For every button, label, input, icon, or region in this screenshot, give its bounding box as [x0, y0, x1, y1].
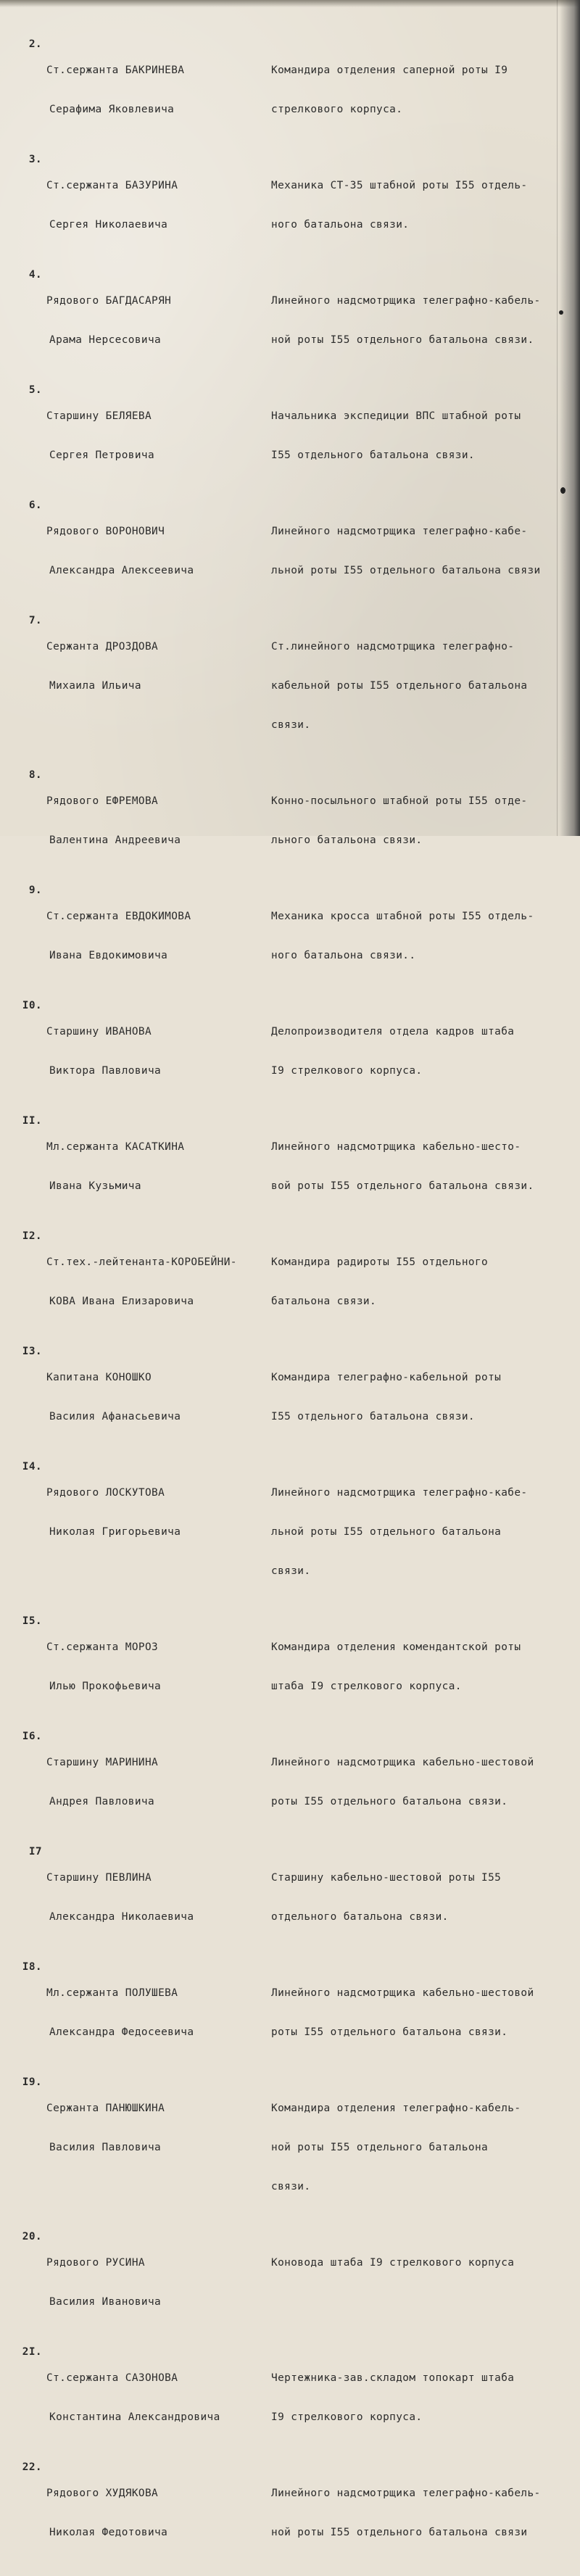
entry-position: [268, 614, 558, 758]
entry-rank-surname: Рядового БАГДАСАРЯН: [46, 295, 172, 307]
entry-position: [268, 1345, 558, 1449]
entry-position-line: роты I55 отдельного батальона связи.: [271, 1796, 508, 1807]
entry-given-names: Александра Алексеевича: [49, 565, 194, 576]
entry-rank-surname: Сержанта ПАНЮШКИНА: [46, 2103, 165, 2114]
page-right-edge-shadow: [560, 0, 580, 836]
entry-given-names: Михаила Ильича: [49, 680, 141, 692]
entry-name: [46, 1114, 268, 1219]
entry-number: 9.: [28, 885, 42, 896]
list-item: [0, 1114, 560, 1219]
entry-position-line: ной роты I55 отдельного батальона: [271, 2142, 489, 2153]
entry-position: [268, 769, 558, 873]
entry-position-line: ной роты I55 отдельного батальона связи.: [271, 334, 534, 346]
entry-name: [46, 153, 268, 257]
entry-position-line: Конно-посыльного штабной роты I55 отде-: [271, 795, 528, 807]
entry-given-names: Арама Нерсесовича: [49, 334, 162, 346]
entry-name: [46, 1960, 268, 2065]
ink-spot: [560, 487, 566, 494]
entry-rank-surname: Старшину МАРИНИНА: [46, 1757, 159, 1768]
entry-position-line: связи.: [271, 719, 311, 731]
entry-given-names: Александра Федосеевича: [49, 2026, 194, 2038]
list-item: [0, 1345, 560, 1449]
entry-position-line: Коновода штаба I9 стрелкового корпуса: [271, 2257, 515, 2269]
entry-number: I8.: [22, 1961, 42, 1973]
entry-position-line: льной роты I55 отдельного батальона: [271, 1526, 502, 1538]
entry-rank-surname: Старшину БЕЛЯЕВА: [46, 410, 152, 422]
entry-name: [46, 499, 268, 603]
entry-position: [268, 1114, 558, 1219]
entry-position-line: Линейного надсмотрщика телеграфно-кабе-: [271, 1487, 528, 1499]
entry-given-names: Ивана Евдокимовича: [49, 950, 168, 961]
list-item: [0, 1230, 560, 1334]
page-top-edge: [0, 0, 580, 7]
list-item: [0, 769, 560, 873]
entry-position-line: Делопроизводителя отдела кадров штаба: [271, 1026, 515, 1038]
entry-position-line: Начальника экспедиции ВПС штабной роты: [271, 410, 521, 422]
entry-given-names: Серафима Яковлевича: [49, 104, 175, 115]
entry-position: [268, 384, 558, 488]
entry-position-line: Командира радироты I55 отдельного: [271, 1256, 489, 1268]
entry-position-line: Командира отделения саперной роты I9: [271, 65, 508, 76]
entry-rank-surname: Старшину ИВАНОВА: [46, 1026, 152, 1038]
list-item: [0, 884, 560, 988]
entry-given-names: Сергея Петровича: [49, 450, 155, 461]
entry-position-line: Механика кросса штабной роты I55 отдель-: [271, 911, 534, 922]
award-list: [0, 38, 560, 2576]
entry-position-line: кабельной роты I55 отдельного батальона: [271, 680, 528, 692]
entry-number: I5.: [22, 1615, 42, 1627]
entry-position-line: Линейного надсмотрщика кабельно-шестовой: [271, 1757, 534, 1768]
entry-name: [46, 1230, 268, 1334]
entry-position-line: Линейного надсмотрщика телеграфно-кабе-: [271, 526, 528, 537]
entry-position-line: Командира отделения телеграфно-кабель-: [271, 2103, 521, 2114]
entry-name: [46, 268, 268, 373]
entry-rank-surname: Рядового ХУДЯКОВА: [46, 2488, 159, 2499]
entry-name: [46, 999, 268, 1103]
entry-given-names: Николая Григорьевича: [49, 1526, 181, 1538]
entry-given-names: Василия Павловича: [49, 2142, 162, 2153]
list-item: [0, 38, 560, 142]
entry-number: I9.: [22, 2076, 42, 2088]
entry-position-line: Старшину кабельно-шестовой роты I55: [271, 1872, 502, 1884]
entry-position-line: ного батальона связи.: [271, 219, 410, 231]
entry-position: [268, 153, 558, 257]
entry-number: I2.: [22, 1230, 42, 1242]
entry-position-line: Командира телеграфно-кабельной роты: [271, 1372, 502, 1383]
entry-rank-surname: Ст.сержанта БАЗУРИНА: [46, 180, 178, 191]
entry-given-names: Сергея Николаевича: [49, 219, 168, 231]
entry-rank-surname: Капитана КОНОШКО: [46, 1372, 152, 1383]
entry-position-line: I55 отдельного батальона связи.: [271, 450, 475, 461]
entry-number: 4.: [28, 269, 42, 281]
list-item: [0, 499, 560, 603]
entry-position-line: Механика СТ-35 штабной роты I55 отдель-: [271, 180, 528, 191]
entry-position-line: Ст.линейного надсмотрщика телеграфно-: [271, 641, 515, 653]
entry-position: [268, 2461, 558, 2565]
entry-position: [268, 884, 558, 988]
entry-rank-surname: Мл.сержанта ПОЛУШЕВА: [46, 1987, 178, 1999]
entry-position: [268, 1460, 558, 1604]
entry-given-names: Василия Ивановича: [49, 2296, 162, 2308]
entry-number: 5.: [28, 384, 42, 396]
list-item: [0, 268, 560, 373]
entry-number: 20.: [22, 2231, 42, 2242]
entry-rank-surname: Мл.сержанта КАСАТКИНА: [46, 1141, 185, 1153]
entry-name: [46, 384, 268, 488]
entry-position: [268, 2076, 558, 2219]
entry-number: I4.: [22, 1461, 42, 1473]
list-item: [0, 2345, 560, 2450]
entry-rank-surname: Ст.сержанта САЗОНОВА: [46, 2372, 178, 2384]
entry-name: [46, 2461, 268, 2565]
entry-name: [46, 2345, 268, 2450]
entry-position-line: роты I55 отдельного батальона связи.: [271, 2026, 508, 2038]
entry-rank-surname: Старшину ПЕВЛИНА: [46, 1872, 152, 1884]
entry-rank-surname: Ст.сержанта МОРОЗ: [46, 1641, 159, 1653]
entry-position-line: Линейного надсмотрщика кабельно-шесто-: [271, 1141, 521, 1153]
entry-name: [46, 2076, 268, 2219]
entry-position-line: штаба I9 стрелкового корпуса.: [271, 1681, 462, 1692]
entry-name: [46, 614, 268, 758]
entry-number: I6.: [22, 1731, 42, 1742]
entry-name: [46, 1730, 268, 1834]
entry-position-line: вой роты I55 отдельного батальона связи.: [271, 1180, 534, 1192]
entry-number: I0.: [22, 1000, 42, 1011]
entry-rank-surname: Рядового ЛОСКУТОВА: [46, 1487, 165, 1499]
entry-number: 3.: [28, 154, 42, 165]
list-item: [0, 1460, 560, 1604]
entry-rank-surname: Рядового ЕФРЕМОВА: [46, 795, 159, 807]
entry-given-names: Андрея Павловича: [49, 1796, 155, 1807]
entry-rank-surname: Ст.тех.-лейтенанта-КОРОБЕЙНИ-: [46, 1256, 237, 1268]
entry-position: [268, 1230, 558, 1334]
entry-given-names: Валентина Андреевича: [49, 834, 181, 846]
entry-position-line: Линейного надсмотрщика телеграфно-кабель-: [271, 2488, 541, 2499]
entry-name: [46, 2230, 268, 2335]
list-item: [0, 1615, 560, 1719]
entry-given-names: Александра Николаевича: [49, 1911, 194, 1923]
entry-number: 7.: [28, 615, 42, 626]
entry-number: 22.: [22, 2461, 42, 2473]
entry-position-line: ного батальона связи..: [271, 950, 416, 961]
ink-spot: [559, 310, 563, 315]
entry-given-names: Константина Александровича: [49, 2411, 220, 2423]
entry-position: [268, 1960, 558, 2065]
entry-number: 2I.: [22, 2346, 42, 2358]
list-item: [0, 1845, 560, 1950]
entry-position-line: I9 стрелкового корпуса.: [271, 1065, 423, 1077]
entry-name: [46, 1460, 268, 1604]
entry-position-line: льного батальона связи.: [271, 834, 423, 846]
entry-name: [46, 769, 268, 873]
list-item: [0, 2230, 560, 2335]
entry-position: [268, 2345, 558, 2450]
entry-rank-surname: Ст.сержанта БАКРИНЕВА: [46, 65, 185, 76]
entry-position-line: I9 стрелкового корпуса.: [271, 2411, 423, 2423]
entry-name: [46, 38, 268, 142]
entry-number: II.: [22, 1115, 42, 1127]
entry-position: [268, 2230, 558, 2335]
list-item: [0, 2076, 560, 2219]
entry-position-line: отдельного батальона связи.: [271, 1911, 449, 1923]
entry-given-names: КОВА Ивана Елизаровича: [49, 1296, 194, 1307]
entry-position: [268, 1845, 558, 1950]
entry-position-line: связи.: [271, 1565, 311, 1577]
entry-number: 2.: [28, 38, 42, 50]
list-item: [0, 1730, 560, 1834]
entry-position: [268, 1730, 558, 1834]
entry-rank-surname: Рядового ВОРОНОВИЧ: [46, 526, 165, 537]
entry-position-line: Чертежника-зав.складом топокарт штаба: [271, 2372, 515, 2384]
entry-position-line: I55 отдельного батальона связи.: [271, 1411, 475, 1422]
entry-given-names: Николая Федотовича: [49, 2527, 168, 2538]
entry-position-line: льной роты I55 отдельного батальона связи: [271, 565, 541, 576]
entry-position: [268, 999, 558, 1103]
entry-given-names: Василия Афанасьевича: [49, 1411, 181, 1422]
entry-number: 6.: [28, 500, 42, 511]
entry-given-names: Виктора Павловича: [49, 1065, 162, 1077]
list-item: [0, 1960, 560, 2065]
entry-position-line: ной роты I55 отдельного батальона связи: [271, 2527, 528, 2538]
entry-rank-surname: Сержанта ДРОЗДОВА: [46, 641, 159, 653]
list-item: [0, 153, 560, 257]
entry-name: [46, 1345, 268, 1449]
entry-given-names: Ивана Кузьмича: [49, 1180, 141, 1192]
entry-position-line: Линейного надсмотрщика кабельно-шестовой: [271, 1987, 534, 1999]
entry-position-line: Командира отделения комендантской роты: [271, 1641, 521, 1653]
entry-position: [268, 1615, 558, 1719]
entry-number: I7: [28, 1846, 42, 1858]
entry-number: 8.: [28, 769, 42, 781]
entry-rank-surname: Ст.сержанта ЕВДОКИМОВА: [46, 911, 191, 922]
list-item: [0, 384, 560, 488]
entry-name: [46, 884, 268, 988]
entry-position-line: батальона связи.: [271, 1296, 377, 1307]
entry-number: I3.: [22, 1346, 42, 1357]
list-item: [0, 999, 560, 1103]
entry-position-line: связи.: [271, 2181, 311, 2192]
entry-given-names: Илью Прокофьевича: [49, 1681, 162, 1692]
entry-position: [268, 499, 558, 603]
entry-name: [46, 1615, 268, 1719]
entry-position: [268, 38, 558, 142]
entry-position-line: стрелкового корпуса.: [271, 104, 403, 115]
entry-name: [46, 1845, 268, 1950]
entry-rank-surname: Рядового РУСИНА: [46, 2257, 145, 2269]
entry-position-line: Линейного надсмотрщика телеграфно-кабель-: [271, 295, 541, 307]
list-item: [0, 2461, 560, 2565]
entry-position: [268, 268, 558, 373]
list-item: [0, 614, 560, 758]
